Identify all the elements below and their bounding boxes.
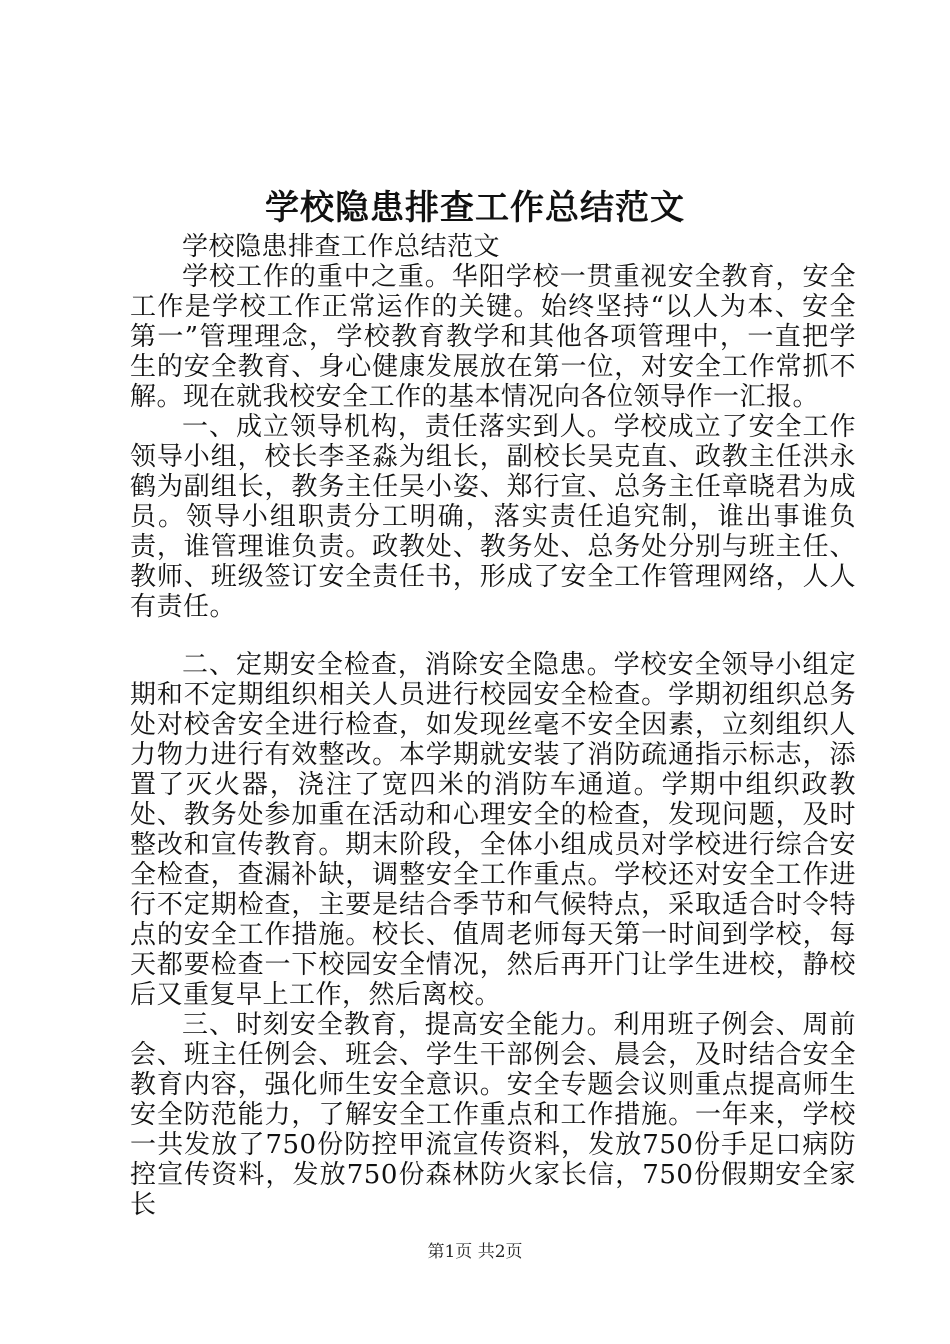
paragraph-intro: 学校工作的重中之重。华阳学校一贯重视安全教育，安全工作是学校工作正常运作的关键。始终坚持“以人为本、安全第一”管理理念，学校教育教学和其他各项管理中，一直把学生的安全教育、身心健康发展放在第一位，对安全工作常抓不解。现在就我校安全工作的基本情况向各位领导作一汇报。 [130, 262, 856, 412]
paragraph-section-3: 三、时刻安全教育，提高安全能力。利用班子例会、周前会、班主任例会、班会、学生干部例会、晨会，及时结合安全教育内容，强化师生安全意识。安全专题会议则重点提高师生安全防范能力，了解安全工作重点和工作措施。一年来，学校一共发放了750份防控甲流宣传资料，发放750份手足口病防控宣传资料，发放750份森林防火家长信，750份假期安全家长 [130, 1010, 856, 1220]
paragraph-section-1: 一、成立领导机构，责任落实到人。学校成立了安全工作领导小组，校长李圣淼为组长，副校长吴克直、政教主任洪永鹤为副组长，教务主任吴小姿、郑行宣、总务主任章晓君为成员。领导小组职责分工明确，落实责任追究制，谁出事谁负责，谁管理谁负责。政教处、教务处、总务处分别与班主任、教师、班级签订安全责任书，形成了安全工作管理网络，人人有责任。 [130, 412, 856, 622]
page-number: 第1页 共2页 [427, 1242, 523, 1262]
paragraph-subtitle: 学校隐患排查工作总结范文 [182, 232, 501, 262]
document-title: 学校隐患排查工作总结范文 [265, 188, 685, 228]
document-body [130, 232, 856, 1220]
paragraph-section-2: 二、定期安全检查，消除安全隐患。学校安全领导小组定期和不定期组织相关人员进行校园安全检查。学期初组织总务处对校舍安全进行检查，如发现丝毫不安全因素，立刻组织人力物力进行有效整改。本学期就安装了消防疏通指示标志，添置了灭火器，浇注了宽四米的消防车通道。学期中组织政教处、教务处参加重在活动和心理安全的检查，发现问题，及时整改和宣传教育。期末阶段，全体小组成员对学校进行综合安全检查，查漏补缺，调整安全工作重点。学校还对安全工作进行不定期检查，主要是结合季节和气候特点，采取适合时令特点的安全工作措施。校长、值周老师每天第一时间到学校，每天都要检查一下校园安全情况，然后再开门让学生进校，静校后又重复早上工作，然后离校。 [130, 650, 856, 1010]
